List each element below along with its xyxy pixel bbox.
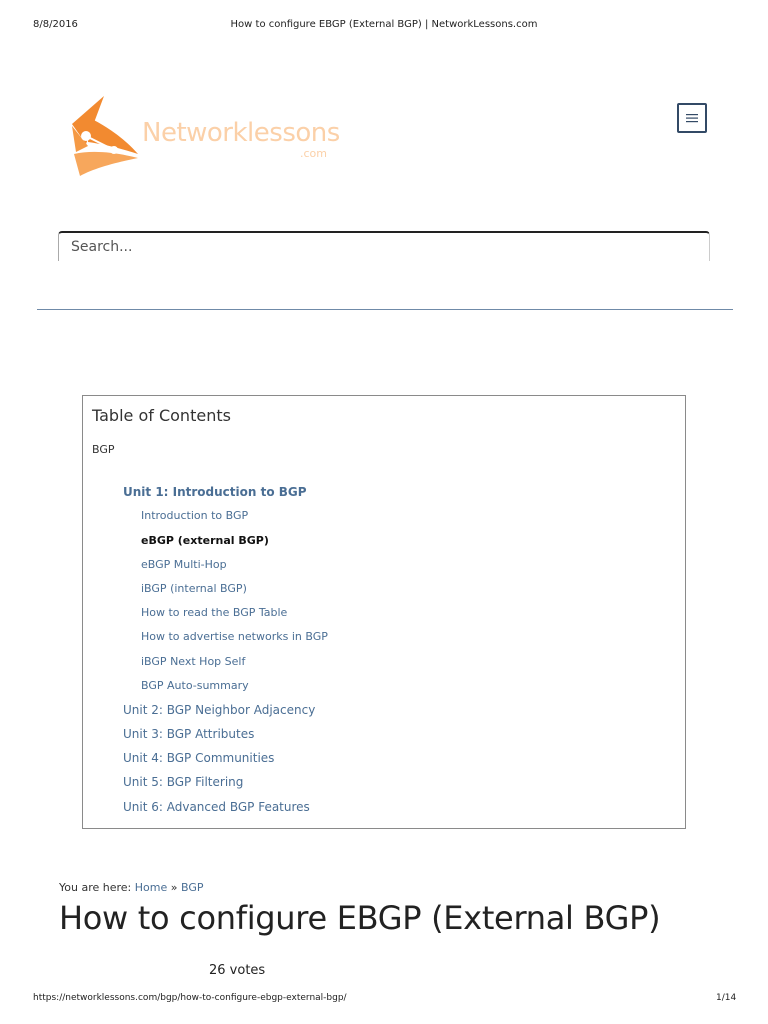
logo-wordmark[interactable]: Networklessons	[142, 118, 340, 148]
toc-lesson-item[interactable]: eBGP Multi-Hop	[141, 558, 227, 571]
print-url: https://networklessons.com/bgp/how-to-configure-ebgp-external-bgp/	[33, 993, 347, 1003]
toc-lesson-item[interactable]: iBGP (internal BGP)	[141, 582, 247, 595]
search-input[interactable]	[59, 233, 709, 261]
toc-lesson-item[interactable]: Introduction to BGP	[141, 509, 249, 522]
vote-count: 26 votes	[209, 963, 266, 978]
breadcrumb-separator: »	[170, 881, 178, 894]
print-page-title: How to configure EBGP (External BGP) | NetworkLessons.com	[230, 19, 538, 30]
breadcrumb-bgp-link[interactable]: BGP	[180, 881, 204, 894]
toc-unit-4[interactable]: Unit 4: BGP Communities	[123, 751, 275, 765]
print-date: 8/8/2016	[33, 19, 78, 30]
toc-unit-1[interactable]: Unit 1: Introduction to BGP	[123, 485, 307, 499]
breadcrumb-prefix: You are here:	[59, 881, 132, 894]
toc-root-link[interactable]: BGP	[92, 443, 115, 456]
toc-lesson-item[interactable]: How to advertise networks in BGP	[141, 630, 328, 643]
hamburger-menu-icon	[685, 112, 699, 124]
header-divider	[37, 309, 733, 310]
search-box	[58, 231, 710, 261]
toc-unit-3[interactable]: Unit 3: BGP Attributes	[123, 727, 255, 741]
toc-lesson-item[interactable]: iBGP Next Hop Self	[141, 655, 246, 668]
toc-title: Table of Contents	[92, 406, 231, 425]
print-page-number: 1/14	[716, 993, 737, 1003]
toc-lesson-item[interactable]: How to read the BGP Table	[141, 606, 288, 619]
menu-button[interactable]	[677, 103, 707, 133]
toc-unit-2[interactable]: Unit 2: BGP Neighbor Adjacency	[123, 703, 316, 717]
breadcrumb	[59, 881, 203, 894]
breadcrumb-home-link[interactable]: Home	[134, 881, 168, 894]
sail-logo-icon[interactable]	[66, 92, 142, 180]
toc-unit-6[interactable]: Unit 6: Advanced BGP Features	[123, 800, 310, 814]
toc-lesson-item[interactable]: BGP Auto-summary	[141, 679, 249, 692]
toc-unit-5[interactable]: Unit 5: BGP Filtering	[123, 775, 244, 789]
toc-lesson-current[interactable]: eBGP (external BGP)	[141, 534, 269, 547]
logo-suffix: .com	[300, 147, 327, 160]
page-title: How to configure EBGP (External BGP)	[59, 899, 661, 937]
